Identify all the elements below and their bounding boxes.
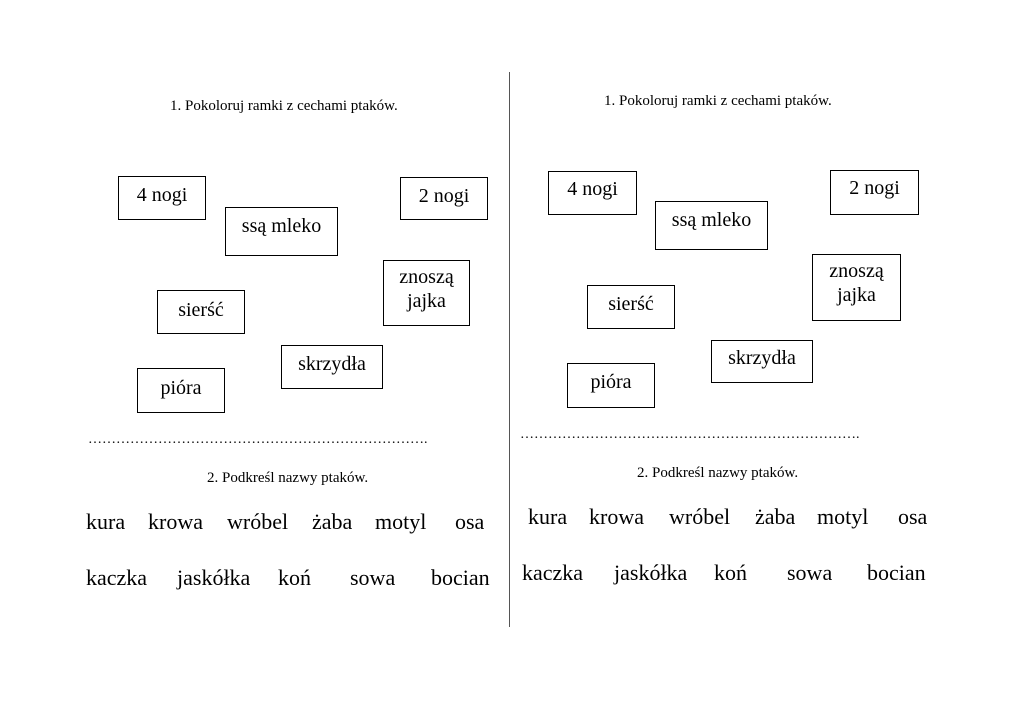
box-ssa-mleko[interactable]: ssą mleko	[225, 207, 338, 256]
box-4-nogi[interactable]: 4 nogi	[548, 171, 637, 215]
box-skrzydla[interactable]: skrzydła	[281, 345, 383, 389]
word-wrobel[interactable]: wróbel	[227, 509, 289, 534]
box-2-nogi[interactable]: 2 nogi	[400, 177, 488, 220]
word-bocian[interactable]: bocian	[431, 565, 490, 590]
word-wrobel[interactable]: wróbel	[669, 504, 731, 529]
word-krowa[interactable]: krowa	[589, 504, 644, 529]
box-ssa-mleko[interactable]: ssą mleko	[655, 201, 768, 250]
word-bocian[interactable]: bocian	[867, 560, 926, 585]
box-line-znosza: znoszą	[399, 266, 454, 288]
box-znosza-jajka[interactable]	[383, 260, 470, 326]
word-kaczka[interactable]: kaczka	[522, 560, 584, 585]
box-line-znosza: znoszą	[829, 260, 884, 282]
word-motyl[interactable]: motyl	[375, 509, 427, 534]
box-znosza-jajka[interactable]	[812, 254, 901, 321]
word-kon[interactable]: koń	[278, 565, 311, 590]
word-krowa[interactable]: krowa	[148, 509, 203, 534]
box-siersc[interactable]: sierść	[587, 285, 675, 329]
word-sowa[interactable]: sowa	[350, 565, 396, 590]
word-jaskolka[interactable]: jaskółka	[614, 560, 688, 585]
box-2-nogi[interactable]: 2 nogi	[830, 170, 919, 215]
word-zaba[interactable]: żaba	[312, 509, 353, 534]
box-4-nogi[interactable]: 4 nogi	[118, 176, 206, 220]
box-line-jajka: jajka	[407, 290, 446, 312]
separator-dots: ……………………………………………………………….	[520, 427, 860, 442]
box-line-jajka: jajka	[837, 284, 876, 306]
word-kon[interactable]: koń	[714, 560, 747, 585]
word-sowa[interactable]: sowa	[787, 560, 833, 585]
box-skrzydla[interactable]: skrzydła	[711, 340, 813, 383]
word-kura[interactable]: kura	[528, 504, 568, 529]
task2-title: 2. Podkreśl nazwy ptaków.	[207, 470, 369, 486]
word-motyl[interactable]: motyl	[817, 504, 869, 529]
separator-dots: ……………………………………………………………….	[88, 432, 428, 447]
word-osa[interactable]: osa	[455, 509, 485, 534]
task2-title: 2. Podkreśl nazwy ptaków.	[637, 465, 799, 481]
box-piora[interactable]: pióra	[567, 363, 655, 408]
word-zaba[interactable]: żaba	[755, 504, 796, 529]
task1-title: 1. Pokoloruj ramki z cechami ptaków.	[604, 93, 832, 109]
page-divider	[509, 72, 510, 627]
word-kaczka[interactable]: kaczka	[86, 565, 148, 590]
word-osa[interactable]: osa	[898, 504, 928, 529]
word-jaskolka[interactable]: jaskółka	[177, 565, 251, 590]
task1-title: 1. Pokoloruj ramki z cechami ptaków.	[170, 98, 398, 114]
box-piora[interactable]: pióra	[137, 368, 225, 413]
word-kura[interactable]: kura	[86, 509, 126, 534]
box-siersc[interactable]: sierść	[157, 290, 245, 334]
